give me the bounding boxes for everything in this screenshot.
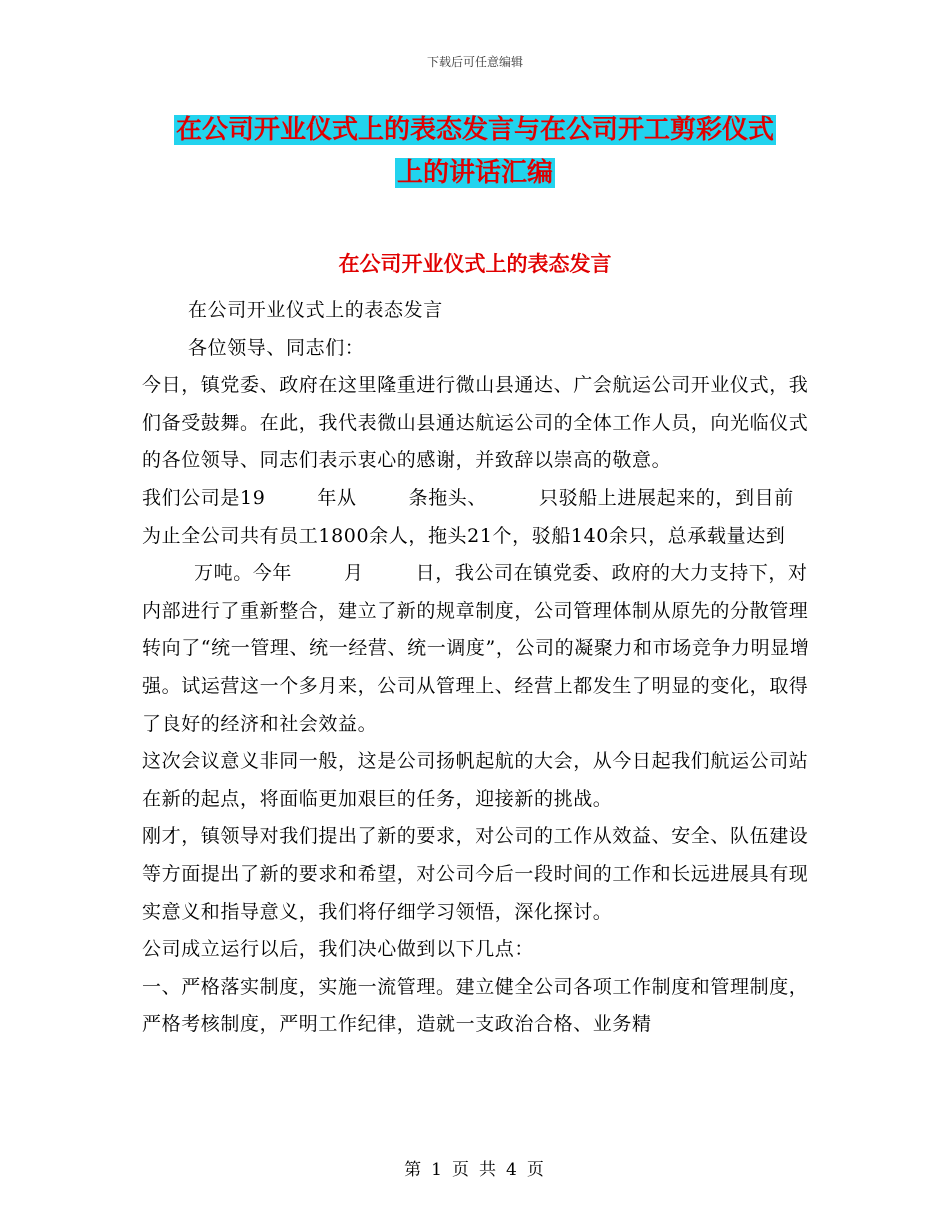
history-text-e: 万吨。今年	[194, 562, 293, 585]
history-text-b: 年从	[317, 486, 357, 509]
history-text-g: 日，我公司在镇党委、政府的大力支持下，对内部进行了重新整合，建立了新的规章制度，公司管理体制从原先的分散管理转向了“统一管理、统一经营、统一调度”，公司的凝聚力和市场竞争力明显增强。试运营这一个多月来，公司从管理上、经营上都发生了明显的变化，取得了良好的经济和社会效益。	[142, 562, 810, 735]
footer-ye-2: 页	[526, 1160, 546, 1180]
body-subtitle: 在公司开业仪式上的表态发言	[188, 299, 443, 321]
page-footer	[0, 1155, 950, 1180]
salutation: 各位领导、同志们：	[188, 336, 365, 359]
section-title: 在公司开业仪式上的表态发言	[338, 252, 612, 276]
footer-total-pages: 4	[506, 1160, 519, 1180]
main-title-line-1	[0, 113, 950, 147]
header-note: 下载后可任意编辑	[426, 55, 523, 69]
paragraph-resolution: 公司成立运行以后，我们决心做到以下几点：	[142, 938, 535, 961]
history-text-a: 我们公司是19	[142, 486, 266, 509]
footer-gong: 共	[479, 1160, 498, 1180]
history-text-c: 条拖头、	[408, 486, 487, 509]
paragraph-opening: 今日，镇党委、政府在这里隆重进行微山县通达、广会航运公司开业仪式，我们备受鼓舞。在此，我代表微山县通达航运公司的全体工作人员，向光临仪式的各位领导、同志们表示衷心的感谢，并致辞以崇高的敬意。	[142, 374, 809, 472]
main-title-line-2	[0, 156, 950, 190]
paragraph-leadership: 刚才，镇领导对我们提出了新的要求，对公司的工作从效益、安全、队伍建设等方面提出了新的要求和希望，对公司今后一段时间的工作和长远进展具有现实意义和指导意义，我们将仔细学习领悟，深化探讨。	[142, 825, 809, 923]
footer-di: 第	[404, 1160, 424, 1180]
footer-ye: 页	[452, 1160, 471, 1180]
main-title-text-1: 在公司开业仪式上的表态发言与在公司开工剪彩仪式	[175, 115, 774, 145]
main-title-text-2: 上的讲话汇编	[396, 158, 553, 188]
footer-page-number: 1	[431, 1160, 444, 1180]
history-text-d: 只驳船上进展起来的，到目前为止全公司共有员工1800余人，拖头21个，驳船140余只，总承载量达到	[142, 486, 794, 547]
document-body	[142, 292, 810, 1044]
paragraph-point-one: 一、严格落实制度，实施一流管理。建立健全公司各项工作制度和管理制度，严格考核制度，严明工作纪律，造就一支政治合格、业务精	[142, 975, 809, 1036]
paragraph-company-history	[142, 480, 810, 743]
history-text-f: 月	[344, 562, 364, 585]
paragraph-significance: 这次会议意义非同一般，这是公司扬帆起航的大会，从今日起我们航运公司站在新的起点，将面临更加艰巨的任务，迎接新的挑战。	[142, 750, 809, 810]
